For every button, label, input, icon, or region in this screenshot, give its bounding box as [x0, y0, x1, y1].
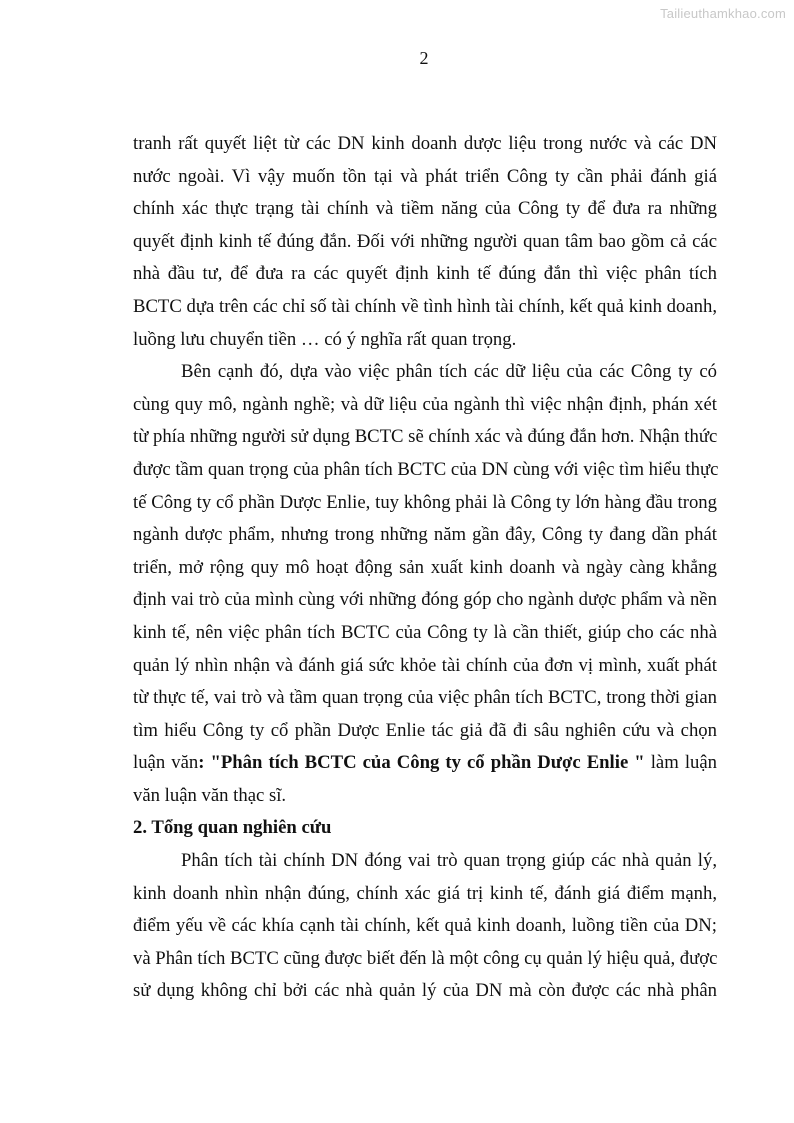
text-line: tế Công ty cổ phần Dược Enlie, tuy không phải là Công ty lớn hàng đầu trong	[133, 491, 717, 513]
text-line: tranh rất quyết liệt từ các DN kinh doanh dược liệu trong nước và các DN	[133, 133, 717, 154]
text-line: quản lý nhìn nhận và đánh giá sức khỏe tài chính của đơn vị mình, xuất phát	[133, 654, 717, 676]
document-body	[133, 128, 717, 1008]
paragraph-3	[133, 845, 717, 1008]
section-heading: 2. Tổng quan nghiên cứu	[133, 817, 332, 839]
text-line: BCTC dựa trên các chỉ số tài chính về tình hình tài chính, kết quả kinh doanh,	[133, 295, 717, 317]
paragraph-2	[133, 356, 717, 812]
text-after: làm luận	[644, 752, 717, 774]
text-line: ngành dược phẩm, nhưng trong những năm gần đây, Công ty đang dần phát	[133, 524, 717, 546]
text-line: triển, mở rộng quy mô hoạt động sản xuất kinh doanh và ngày càng khẳng	[133, 556, 717, 578]
text-line: kinh tế, nên việc phân tích BCTC của Công ty là cần thiết, giúp cho các nhà	[133, 621, 717, 643]
text-line: sử dụng không chỉ bởi các nhà quản lý của DN mà còn được các nhà phân	[133, 980, 717, 1002]
text-line: Phân tích tài chính DN đóng vai trò quan trọng giúp các nhà quản lý,	[181, 850, 717, 872]
paragraph-1	[133, 128, 717, 356]
page-number: 2	[419, 48, 429, 68]
text-line: định vai trò của mình cùng với những đóng góp cho ngành dược phẩm và nền	[133, 589, 717, 611]
text-line: chính xác thực trạng tài chính và tiềm năng của Công ty để đưa ra những	[133, 198, 717, 220]
text-line: Bên cạnh đó, dựa vào việc phân tích các dữ liệu của các Công ty có	[181, 361, 717, 383]
text-line: nước ngoài. Vì vậy muốn tồn tại và phát triển Công ty cần phải đánh giá	[133, 165, 717, 187]
text-line: luồng lưu chuyển tiền … có ý nghĩa rất quan trọng.	[133, 328, 517, 350]
text-line: văn luận văn thạc sĩ.	[133, 784, 287, 806]
text-line: kinh doanh nhìn nhận đúng, chính xác giá trị kinh tế, đánh giá điểm mạnh,	[133, 882, 717, 904]
text-line: cùng quy mô, ngành nghề; và dữ liệu của ngành thì việc nhận định, phán xét	[133, 393, 717, 415]
text-line: quyết định kinh tế đúng đắn. Đối với những người quan tâm bao gồm cả các	[133, 230, 717, 252]
watermark: Tailieuthamkhao.com	[660, 6, 786, 21]
thesis-title-line	[133, 747, 717, 780]
text-line: và Phân tích BCTC cũng được biết đến là một công cụ quản lý hiệu quả, được	[133, 947, 718, 969]
text-line: nhà đầu tư, để đưa ra các quyết định kinh tế đúng đắn thì việc phân tích	[133, 263, 717, 285]
text-line: từ thực tế, vai trò và tầm quan trọng của việc phân tích BCTC, trong thời gian	[133, 687, 717, 709]
text-before: luận văn	[133, 752, 199, 774]
text-line: điểm yếu về các khía cạnh tài chính, kết quả kinh doanh, luồng tiền của DN;	[133, 915, 717, 937]
text-line: tìm hiểu Công ty cổ phần Dược Enlie tác giả đã đi sâu nghiên cứu và chọn	[133, 719, 717, 741]
text-line: từ phía những người sử dụng BCTC sẽ chính xác và đúng đắn hơn. Nhận thức	[133, 426, 718, 448]
text-line: được tầm quan trọng của phân tích BCTC của DN cùng với việc tìm hiểu thực	[133, 458, 719, 480]
thesis-title: : "Phân tích BCTC của Công ty cổ phần Dược Enlie "	[198, 752, 645, 774]
